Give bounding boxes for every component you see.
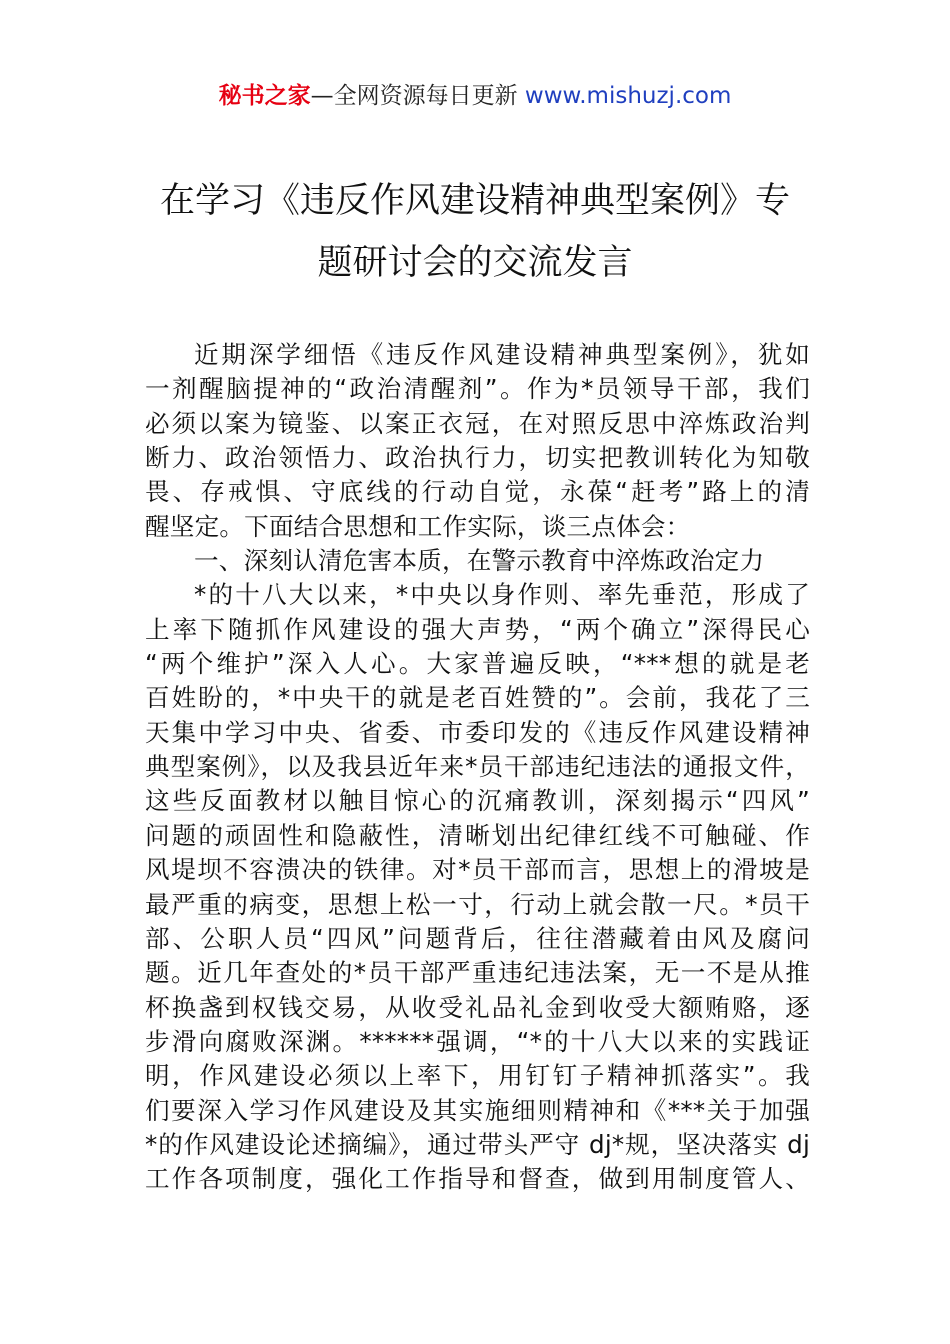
paragraph-line: 明，作风建设必须以上率下，用钉钉子精神抓落实”。我 <box>145 1061 810 1091</box>
paragraph-line: 近期深学细悟《违反作风建设精神典型案例》，犹如 <box>194 340 810 369</box>
paragraph-line: “两个维护”深入人心。大家普遍反映，“***想的就是老 <box>145 649 810 679</box>
section-heading: 一、深刻认清危害本质，在警示教育中淬炼政治定力 <box>194 546 765 576</box>
paragraph-line: *的十八大以来，*中央以身作则、率先垂范，形成了 <box>194 580 810 610</box>
site-name: 秘书之家 <box>218 83 311 109</box>
paragraph-line: 畏、存戒惧、守底线的行动自觉，永葆“赶考”路上的清 <box>145 477 810 507</box>
paragraph-line: 百姓盼的，*中央干的就是老百姓赞的”。会前，我花了三 <box>145 683 810 713</box>
paragraph-line: 一剂醒脑提神的“政治清醒剂”。作为*员领导干部，我们 <box>145 374 810 404</box>
paragraph-line: 最严重的病变，思想上松一寸，行动上就会散一尺。*员干 <box>145 889 810 919</box>
paragraph-line: 问题的顽固性和隐蔽性，清晰划出纪律红线不可触碰、作 <box>145 820 810 850</box>
paragraph-line: 风堤坝不容溃决的铁律。对*员干部而言，思想上的滑坡是 <box>145 855 810 885</box>
paragraph-line: 断力、政治领悟力、政治执行力，切实把教训转化为知敬 <box>145 443 810 473</box>
paragraph-line: 工作各项制度，强化工作指导和督查，做到用制度管人、 <box>145 1164 810 1194</box>
paragraph-line: 典型案例》，以及我县近年来*员干部违纪违法的通报文件， <box>145 752 810 782</box>
paragraph-line: 步滑向腐败深渊。******强调，“*的十八大以来的实践证 <box>145 1026 810 1056</box>
paragraph-line: 部、公职人员“四风”问题背后，往往潜藏着由风及腐问 <box>145 923 810 953</box>
document-body <box>145 338 810 1197</box>
paragraph-line: 杯换盏到权钱交易，从收受礼品礼金到收受大额贿赂，逐 <box>145 992 810 1022</box>
site-slogan: —全网资源每日更新 <box>310 83 525 109</box>
paragraph-line: 醒坚定。下面结合思想和工作实际，谈三点体会： <box>145 511 691 541</box>
paragraph-line: 必须以案为镜鉴、以案正衣冠，在对照反思中淬炼政治判 <box>145 408 810 438</box>
paragraph-line: *的作风建设论述摘编》，通过带头严守 dj*规，坚决落实 dj <box>145 1129 810 1159</box>
paragraph-line: 题。近几年查处的*员干部严重违纪违法案，无一不是从推 <box>145 958 810 988</box>
site-url-link[interactable]: www.mishuzj.com <box>524 83 732 109</box>
paragraph-line: 这些反面教材以触目惊心的沉痛教训，深刻揭示“四风” <box>145 786 810 816</box>
title-line: 题研讨会的交流发言 <box>317 243 633 283</box>
paragraph-line: 上率下随抓作风建设的强大声势，“两个确立”深得民心 <box>145 614 810 644</box>
title-line: 在学习《违反作风建设精神典型案例》专 <box>159 181 790 221</box>
paragraph-line: 们要深入学习作风建设及其实施细则精神和《***关于加强 <box>145 1095 810 1125</box>
document-title <box>120 170 830 294</box>
site-header <box>0 80 950 112</box>
paragraph-line: 天集中学习中央、省委、市委印发的《违反作风建设精神 <box>145 717 810 747</box>
